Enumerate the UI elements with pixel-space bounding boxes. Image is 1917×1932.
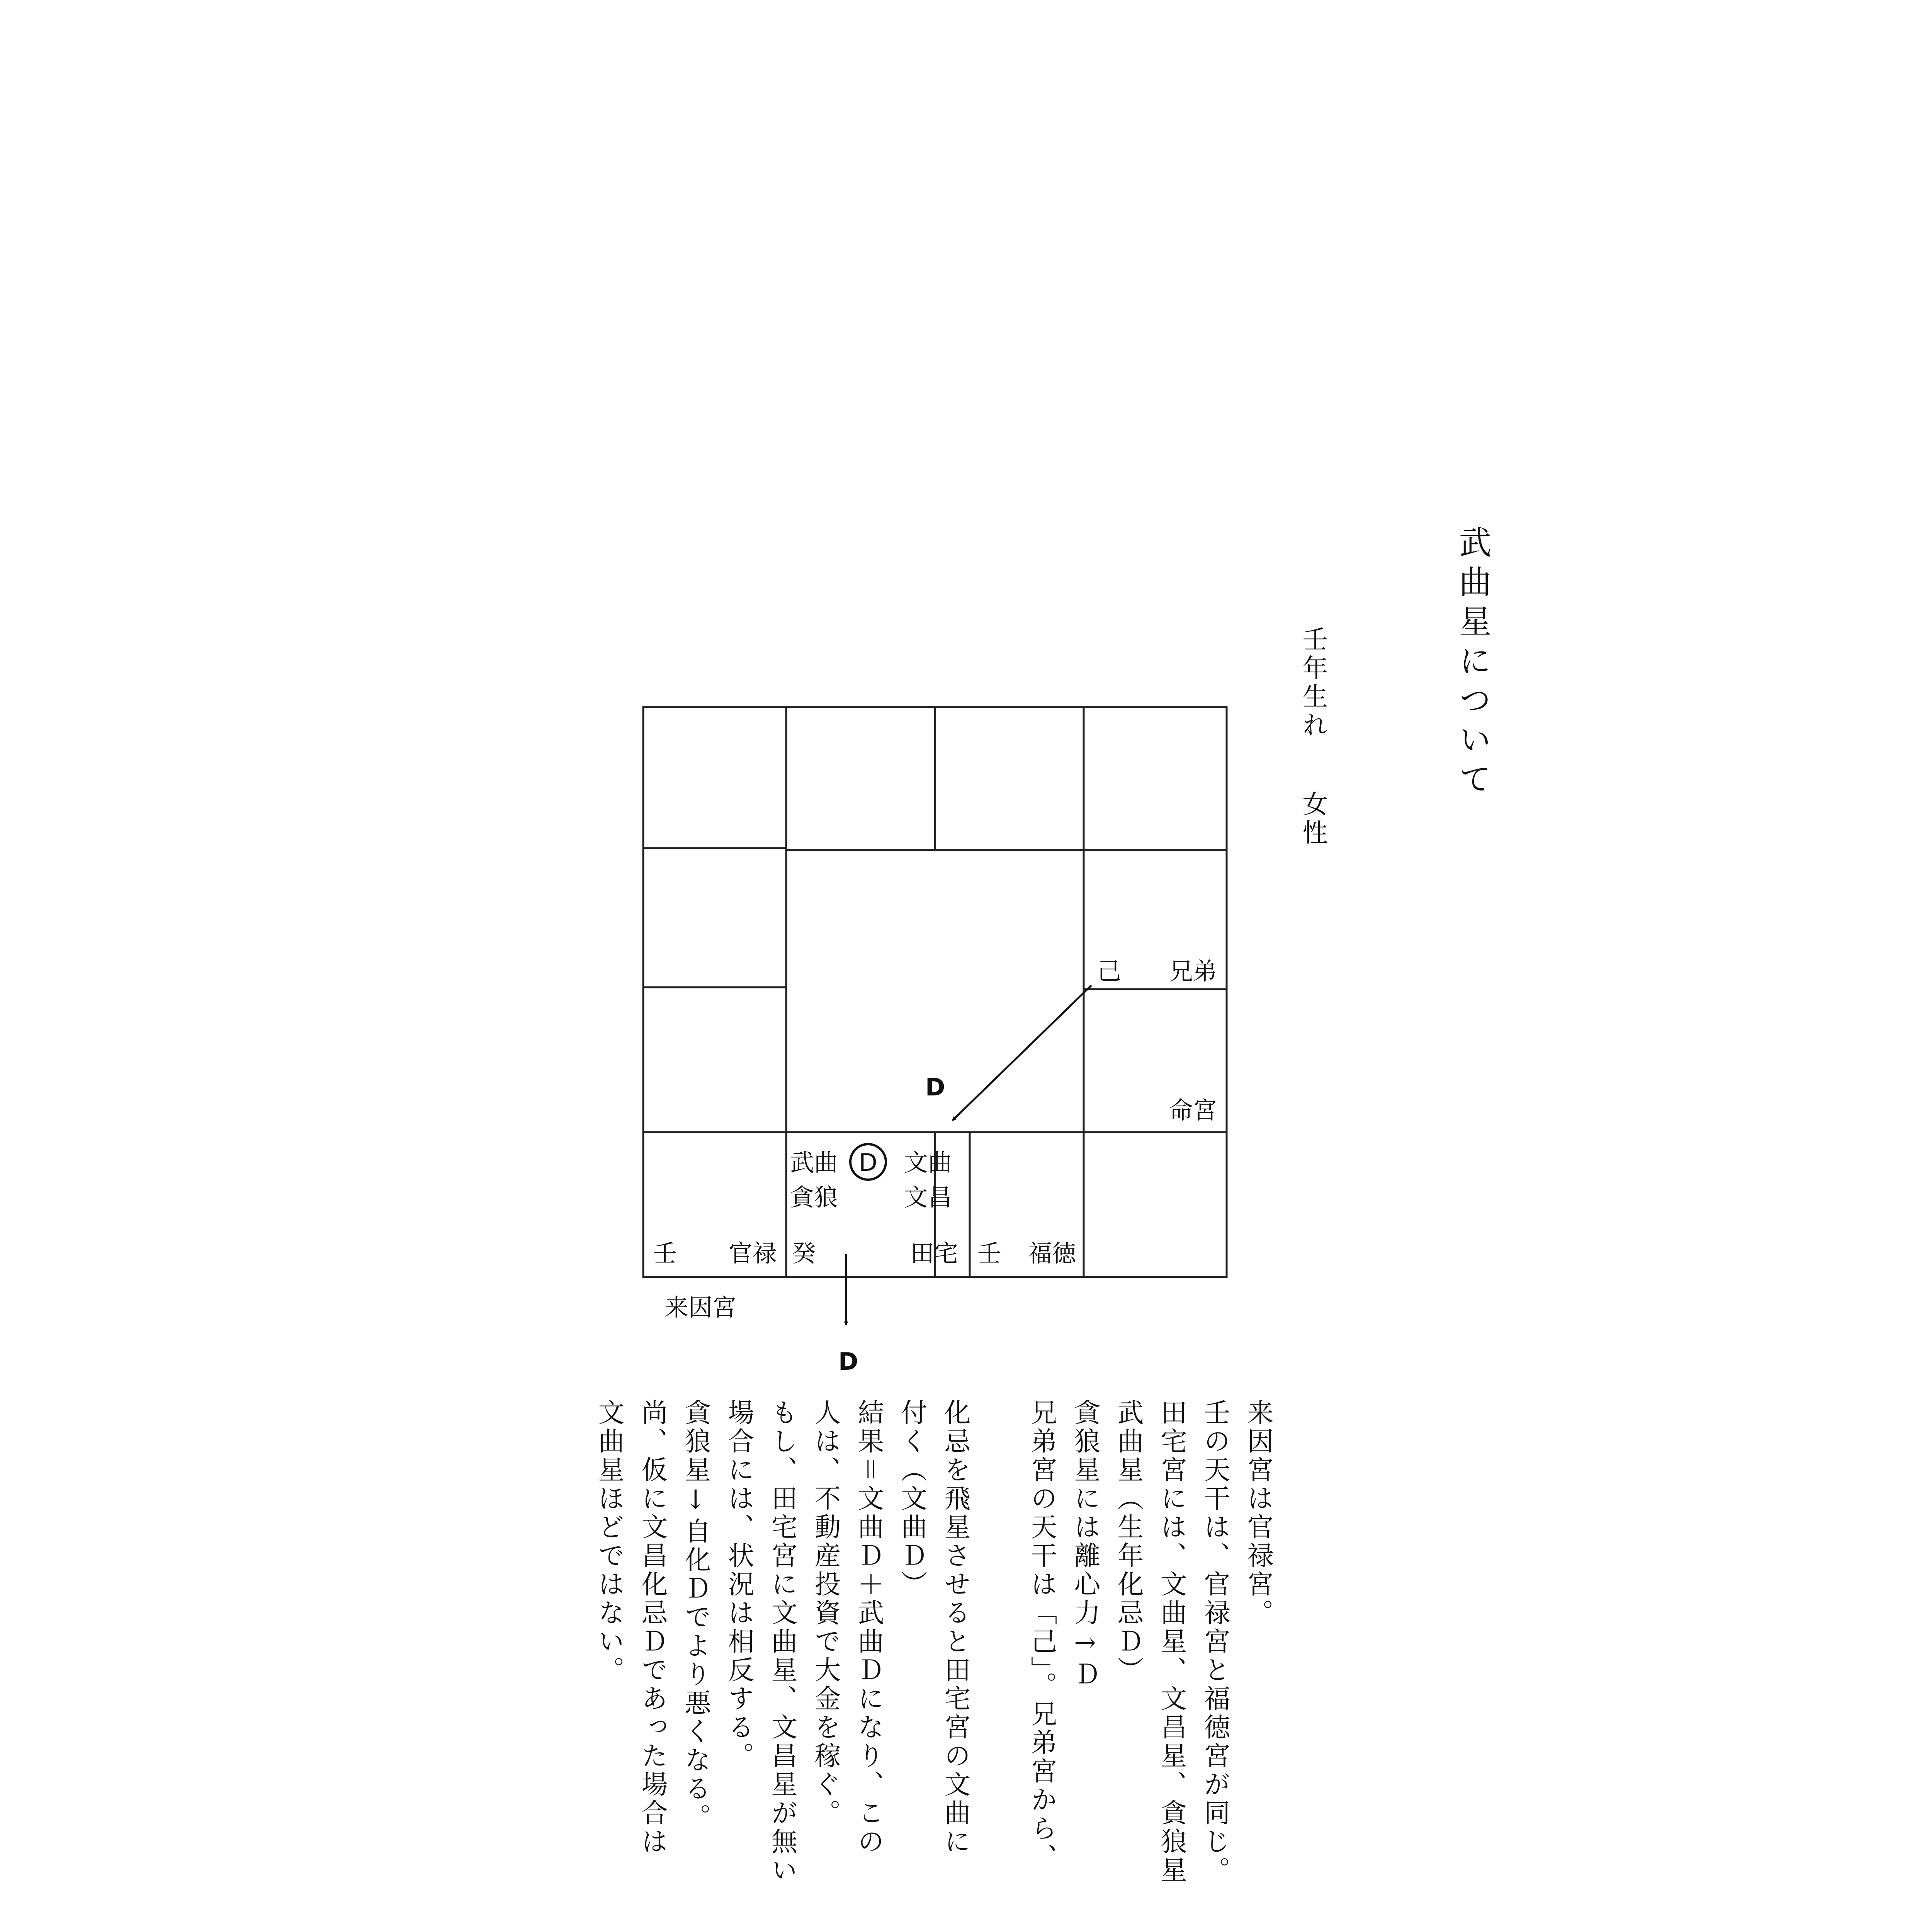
fortune-palace-label: 福徳 bbox=[1028, 1239, 1076, 1267]
body-line: 化忌を飛星させると田宅宮の文曲に bbox=[940, 1399, 970, 1856]
fortune-stem: 壬 bbox=[977, 1239, 1002, 1267]
body-line: 来因宮は官禄宮。 bbox=[1243, 1399, 1273, 1628]
brothers-palace-label: 兄弟 bbox=[1169, 957, 1217, 985]
birth-year-ji-mark: D bbox=[859, 1148, 877, 1177]
property-palace-label: 田宅 bbox=[910, 1239, 958, 1267]
body-line: 付く（文曲Ｄ） bbox=[897, 1399, 927, 1599]
star-wuqu: 武曲 bbox=[790, 1148, 838, 1177]
brothers-stem: 己 bbox=[1097, 957, 1122, 985]
body-line: 尚、仮に文昌化忌Ｄであった場合は bbox=[637, 1399, 668, 1856]
body-line: 文曲星ほどではない。 bbox=[594, 1399, 624, 1685]
body-line: 壬の天干は、官禄宮と福徳宮が同じ。 bbox=[1200, 1399, 1230, 1885]
body-line: 貪狼星↓自化Ｄでより悪くなる。 bbox=[680, 1399, 711, 1832]
body-line: 場合には、状況は相反する。 bbox=[724, 1399, 754, 1770]
career-palace-label: 官禄 bbox=[728, 1239, 777, 1267]
gender-label: 女性 bbox=[1298, 791, 1328, 848]
body-line: もし、田宅宮に文曲星、文昌星が無い bbox=[767, 1399, 797, 1885]
career-stem: 壬 bbox=[653, 1239, 677, 1267]
body-line: 貪狼星には離心力→Ｄ bbox=[1070, 1399, 1100, 1689]
star-wenqu: 文曲 bbox=[904, 1148, 952, 1177]
body-text bbox=[587, 1399, 1280, 1885]
flying-ji-label: D bbox=[925, 1073, 945, 1101]
page-title: 武曲星について bbox=[1454, 526, 1492, 801]
life-palace-label: 命宮 bbox=[1169, 1096, 1217, 1124]
property-stem: 癸 bbox=[792, 1239, 816, 1267]
body-line: 人は、不動産投資で大金を稼ぐ。 bbox=[810, 1399, 841, 1828]
self-ji-label: D bbox=[838, 1347, 858, 1376]
body-line: 武曲星（生年化忌Ｄ） bbox=[1113, 1399, 1144, 1685]
body-line: 結果＝文曲Ｄ＋武曲Ｄになり、この bbox=[853, 1399, 884, 1856]
origin-palace-label: 来因宮 bbox=[664, 1293, 737, 1321]
star-tanlang: 貪狼 bbox=[790, 1183, 838, 1211]
star-wenchang: 文昌 bbox=[904, 1183, 952, 1211]
body-line: 田宅宮には、文曲星、文昌星、貪狼星 bbox=[1156, 1399, 1187, 1885]
flying-ji-arrow bbox=[952, 985, 1091, 1121]
birth-year-label: 壬年生れ bbox=[1298, 626, 1328, 740]
body-line: 兄弟宮の天干は「己」。兄弟宮から、 bbox=[1026, 1399, 1057, 1872]
